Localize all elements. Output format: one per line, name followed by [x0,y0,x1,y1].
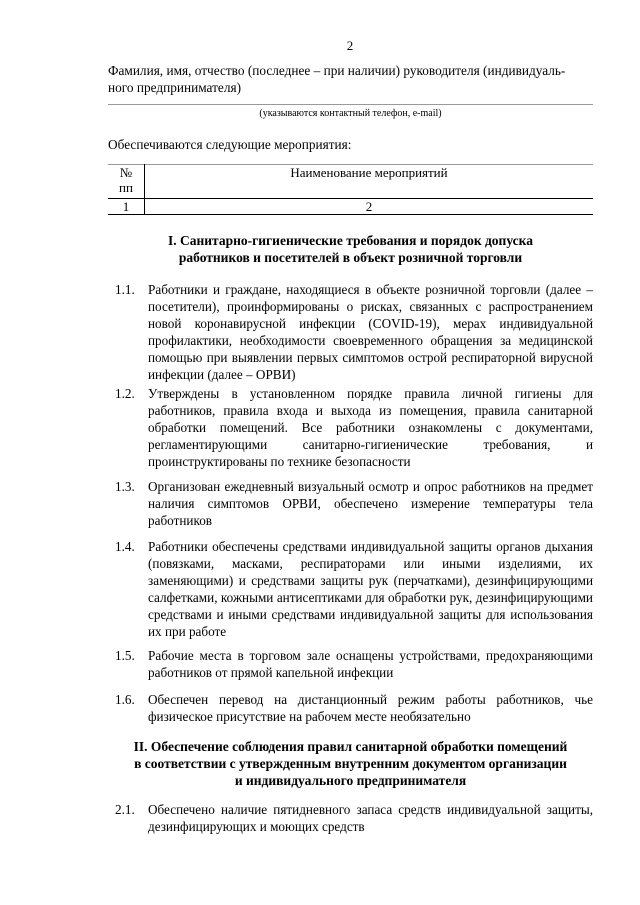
table-numbering-row [108,199,593,215]
item-number: 1.1. [115,282,135,297]
item-text: Обеспечено наличие пятидневного запаса средств индивидуальной защиты, дезинфицирующих и моющих средств [148,802,593,834]
item-text: Обеспечен перевод на дистанционный режим работы работников, чье физическое присутствие на рабочем месте необязательно [148,692,593,724]
item-text: Рабочие места в торговом зале оснащены устройствами, предохраняющими работников от прямой капельной инфекции [148,648,593,680]
section-2-title: II. Обеспечение соблюдения правил санитарной обработки помещений в соответствии с утвержденным внутренним документом организации и индивидуального предпринимателя [133,739,568,788]
item-number: 1.6. [115,692,135,707]
measures-table [108,164,593,215]
col-number-index: 1 [108,199,145,215]
item-number: 1.2. [115,386,135,401]
item-number: 1.5. [115,648,135,663]
table-header-row [108,165,593,199]
section-1-title: I. Санитарно-гигиенические требования и порядок допуска работников и посетителей в объект розничной торговли [168,233,533,265]
col-number-header: № пп [108,165,145,199]
head-field-label [108,62,593,96]
contact-hint: (указываются контактный телефон, e-mail) [259,108,442,119]
item-text: Работники и граждане, находящиеся в объекте розничной торговли (далее – посетители), проинформированы о рисках, связанных с распространением новой коронавирусной инфекции (COVID-19), мерах индивидуальной профилактики, необходимости своевременного обращения за медицинской помощью при выявлении первых симптомов острой респираторной вирусной инфекции (далее – ОРВИ) [148,282,593,382]
item-number: 1.3. [115,479,135,494]
item-text: Утверждены в установленном порядке правила личной гигиены для работников, правила входа и выхода из помещения, правила санитарной обработки помещений. Все работники ознакомлены с документами, регламентирующими санитарно-гигиенические требования, и проинструктированы по технике безопасности [148,386,593,469]
col-name-index: 2 [145,199,594,215]
item-number: 1.4. [115,539,135,554]
intro-text: Обеспечиваются следующие мероприятия: [108,137,352,152]
item-text: Работники обеспечены средствами индивидуальной защиты органов дыхания (повязками, масками, респираторами или иными изделиями, их заменяющими) и средствами защиты рук (перчатками), дезинфицирующими салфетками, кожными антисептиками для обработки рук, дезинфицирующими средствами и иными средствами индивидуальной защиты для использования их при работе [148,539,593,639]
head-line: ного предпринимателя) [108,80,242,95]
item-number: 2.1. [115,802,135,817]
page-number: 2 [346,38,354,53]
col-name-header: Наименование мероприятий [145,165,594,199]
fill-in-line [108,104,593,105]
item-text: Организован ежедневный визуальный осмотр и опрос работников на предмет наличия симптомов ОРВИ, обеспечено измерение температуры тела работников [148,479,593,528]
head-line: Фамилия, имя, отчество (последнее – при наличии) руководителя (индивидуаль- [108,63,566,78]
